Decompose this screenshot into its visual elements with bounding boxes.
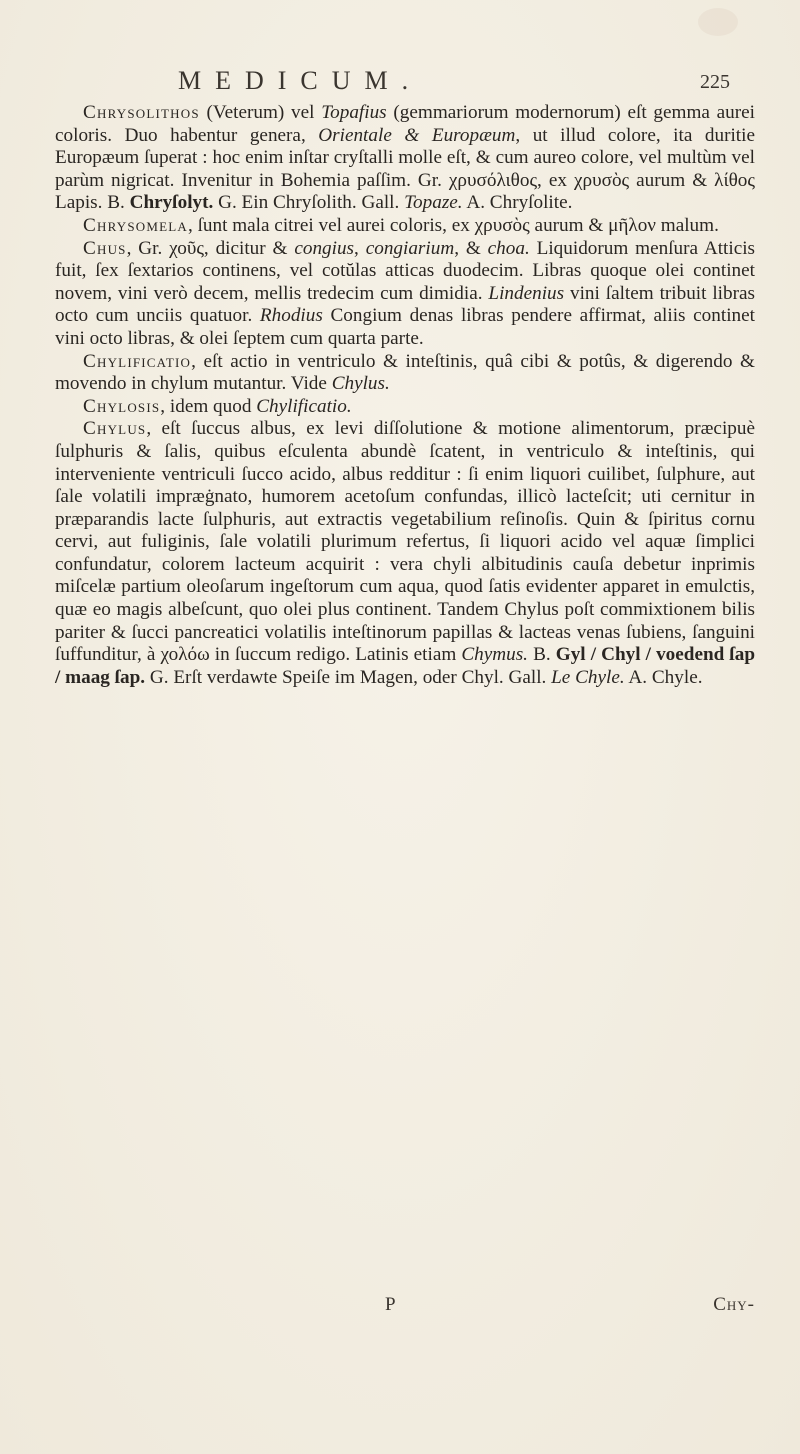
entry-text: , idem quod [160, 395, 257, 417]
dictionary-entry [55, 351, 755, 396]
entry-text: , Gr. χοῦς, dicitur & [126, 237, 295, 259]
dictionary-entry [55, 238, 755, 351]
entry-headword: Chrysolithos [83, 102, 200, 123]
entry-text: G. Erſt verdawte Speiſe im Magen, oder Chyl. Gall. [145, 666, 552, 688]
entry-text: A. Chryſolite. [462, 192, 573, 214]
entry-text: B. [527, 644, 556, 666]
entry-headword: Chus [83, 237, 127, 259]
page-footer [55, 1294, 755, 1320]
entry-text: A. Chyle. [624, 666, 703, 688]
entry-text: , ſunt mala citrei vel aurei coloris, ex χρυσὸς aurum & μῆλον malum. [187, 214, 719, 236]
page-header [50, 66, 750, 100]
entry-italic-text: Orientale & Europæum [318, 124, 516, 146]
catchword: Chy- [713, 1294, 755, 1315]
entry-italic-text: Topaze. [404, 192, 463, 214]
entry-italic-text: Chylificatio. [256, 395, 352, 417]
entry-text: , eſt ſuccus albus, ex levi diſſolutione & motione alimentorum, præcipuè ſulphuris & ſalis, quibus eſculenta abundè ſcatent, in ventriculo & inteſtinis, qui interveniente ventriculi ſucco acido, albus redditur : ſi enim liquori cuilibet, ſulphure, aut ſale volatili impræġnato, humorem acetoſum confundas, illicò lacteſcit; uti cernitur in præparandis lacte ſulphuris, aut extractis vegetabilium reſinoſis. Quin & ſpiritus cornu cervi, aut fuliginis, ſale volatili plurimum refertus, ſi liquori acido vel aquæ ſimplici confundatur, colorem lacteum acquirit : vera chyli albitudinis cauſa debetur inprimis miſcelæ partium oleoſarum ingeſtorum cum aqua, quod ſatis evidenter apparet in emulctis, quæ eo magis albeſcunt, quo olei plus continent. Tandem Chylus poſt commixtionem bilis pariter & ſucci pancreatici volatilis inteſtinorum papillas & lacteas venas ſubiens, ſanguini ſuffunditur, à χολόω in ſuccum redigo. Latinis etiam [55, 418, 755, 666]
entry-italic-text: Chylus. [331, 373, 390, 395]
dictionary-entry [55, 418, 755, 689]
entry-italic-text: Lindenius [488, 282, 565, 304]
entry-text: , [354, 237, 366, 259]
entry-text: (Veterum) vel [199, 102, 322, 123]
entry-text: Liquidorum menſura Atticis fuit, ſex ſextarios continens, vel cotŭlas atticas duodecim. Libras quoque olei continet novem, vini verò decem, mellis tredecim cum dimidia. [55, 237, 756, 304]
entry-italic-text: Topafius [321, 102, 387, 123]
running-title: MEDICUM. [178, 66, 423, 95]
dictionary-entry [55, 102, 755, 215]
entry-italic-text: congius [294, 237, 355, 259]
entry-text: , ut illud colore, ita duritie Europæum ſuperat : hoc enim inſtar cryſtalli molle eſt, & cum aureo colore, vel multùm vel parùm nigricat. Invenitur in Bohemia paſſim. Gr. χρυσόλιθος, ex χρυσὸς aurum & λίθος Lapis. B. [55, 124, 755, 214]
signature-mark: P [385, 1294, 396, 1315]
entry-italic-text: Le Chyle. [551, 666, 625, 688]
entry-text: , & [454, 237, 488, 259]
entry-headword: Chylosis [83, 395, 161, 417]
entry-text: vini ſaltem tribuit libras octo cum unciis quatuor. [55, 282, 755, 327]
entry-headword: Chylificatio [83, 350, 192, 372]
entry-text: , eſt actio in ventriculo & inteſtinis, quâ cibi & potûs, & digerendo & movendo in chylum mutantur. Vide [55, 350, 755, 395]
entry-blackletter-text: Gyl / Chyl / voedend ſap / maag ſap. [55, 644, 755, 688]
entry-italic-text: choa. [487, 237, 530, 259]
entry-headword: Chylus [83, 418, 147, 440]
paper-stain [698, 8, 738, 36]
entry-text: (gemmariorum modernorum) eſt gemma aurei coloris. Duo habentur genera, [55, 102, 755, 146]
entry-text: G. Ein Chryſolith. Gall. [213, 192, 405, 214]
entry-text: Congium denas libras pendere affirmat, aliis continet vini octo libras, & olei ſeptem cum quarta parte. [55, 305, 755, 349]
entry-italic-text: Rhodius [259, 305, 323, 327]
entry-headword: Chrysomela [83, 214, 188, 236]
dictionary-entry [55, 396, 755, 419]
page-number: 225 [700, 71, 730, 93]
entry-italic-text: congiarium [365, 237, 455, 259]
entry-blackletter-text: Chryſolyt. [129, 192, 214, 214]
dictionary-entry [55, 215, 755, 238]
dictionary-text [55, 102, 755, 689]
entry-italic-text: Chymus. [461, 644, 528, 666]
